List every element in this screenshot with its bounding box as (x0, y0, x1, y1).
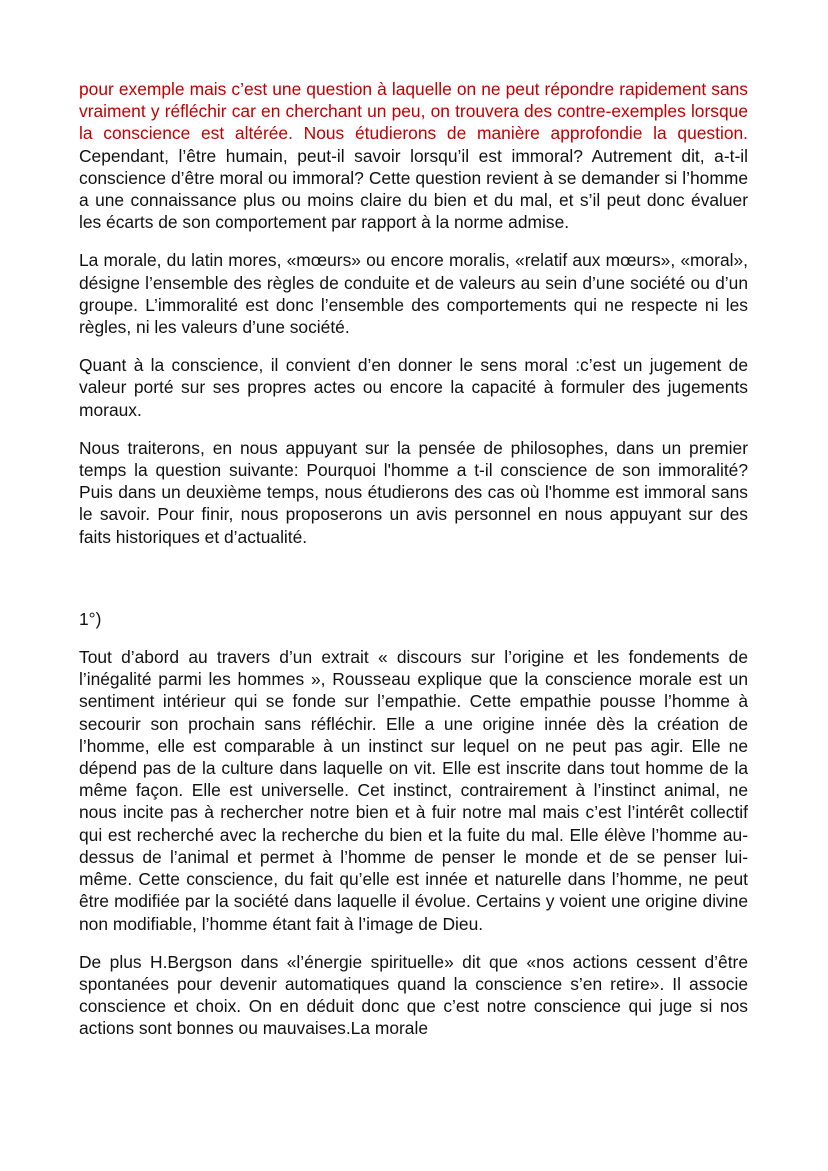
paragraph-text: Cependant, l’être humain, peut-il savoir lorsqu’il est immoral? Autrement dit, a-t-il conscience d’être moral ou immoral? Cette question revient à se demander si l’homme a une connaissance plus ou moins claire du bien et du mal, et s’il peut donc évaluer les écarts de son comportement par rapport à la norme admise. (79, 145, 748, 233)
section-heading: 1°) (79, 608, 102, 629)
paragraph-plan: Nous traiterons, en nous appuyant sur la pensée de philosophes, dans un premier temps la question suivante: Pourquoi l'homme a t-il conscience de son immoralité? Puis dans un deuxième temps, nous étudierons des cas où l'homme est immoral sans le savoir. Pour finir, nous proposerons un avis personnel en nous appuyant sur des faits historiques et d’actualité. (79, 437, 748, 547)
paragraph-definition-conscience: Quant à la conscience, il convient d’en donner le sens moral :c’est un jugement de valeur porté sur ses propres actes ou encore la capacité à formuler des jugements moraux. (79, 355, 748, 420)
paragraph-bergson: De plus H.Bergson dans «l’énergie spirituelle» dit que «nos actions cessent d’être spontanées pour devenir automatiques quand la conscience s’en retire». Il associe conscience et choix. On en déduit donc que c’est notre conscience qui juge si nos actions sont bonnes ou mauvaises.La morale (79, 951, 748, 1039)
highlighted-text: pour exemple mais c’est une question à laquelle on ne peut répondre rapidement sans vraiment y réfléchir car en cherchant un peu, on trouvera des contre-exemples lorsque la conscience est altérée. Nous étudierons de manière approfondie la question. (79, 79, 748, 144)
document-body (79, 78, 748, 1056)
paragraph-definition-morale: La morale, du latin mores, «mœurs» ou encore moralis, «relatif aux mœurs», «moral», désigne l’ensemble des règles de conduite et de valeurs au sein d’une société ou d’un groupe. L’immoralité est donc l’ensemble des comportements qui ne respecte ni les règles, ni les valeurs d’une société. (79, 250, 748, 338)
paragraph-intro (79, 78, 748, 233)
paragraph-rousseau: Tout d’abord au travers d’un extrait « discours sur l’origine et les fondements de l’inégalité parmi les hommes », Rousseau explique que la conscience morale est un sentiment intérieur qui se fonde sur l’empathie. Cette empathie pousse l’homme à secourir son prochain sans réfléchir. Elle a une origine innée dès la création de l’homme, elle est comparable à un instinct sur lequel on ne peut pas agir. Elle ne dépend pas de la culture dans laquelle on vit. Elle est inscrite dans tout homme de la même façon. Elle est universelle. Cet instinct, contrairement à l’instinct animal, ne nous incite pas à rechercher notre bien et à fuir notre mal mais c’est l’intérêt collectif qui est recherché avec la recherche du bien et la fuite du mal. Elle élève l’homme au-dessus de l’animal et permet à l’homme de penser le monde et de se penser lui-même. Cette conscience, du fait qu’elle est innée et naturelle dans l’homme, ne peut être modifiée par la société dans laquelle il évolue. Certains y voient une origine divine non modifiable, l’homme étant fait à l’image de Dieu. (79, 647, 748, 934)
